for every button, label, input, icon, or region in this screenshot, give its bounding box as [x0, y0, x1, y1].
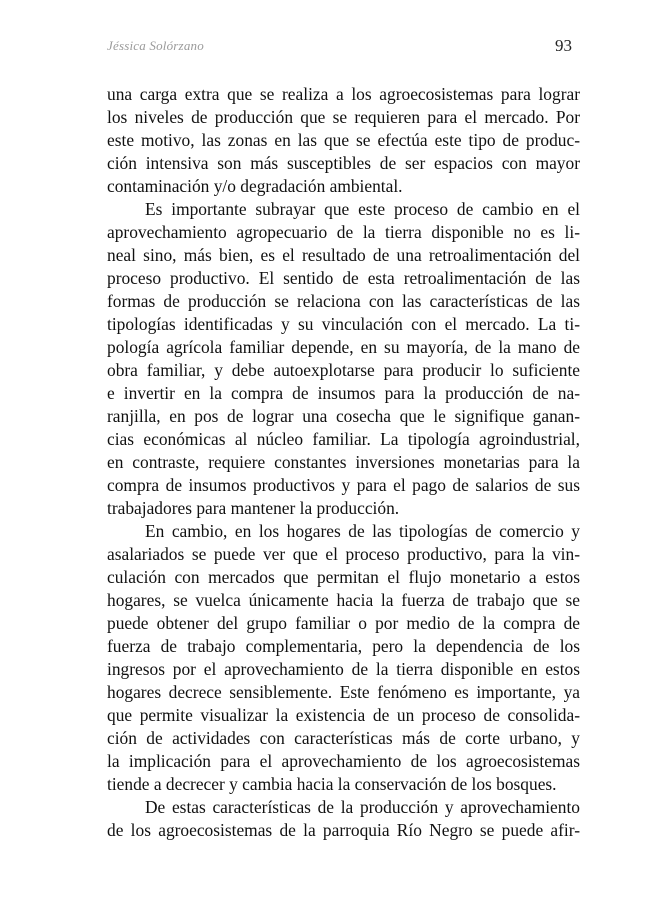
text-line: los niveles de producción que se requieren para el mercado. Por [107, 107, 580, 127]
text-line: que permite visualizar la existencia de un proceso de consolida- [107, 705, 580, 725]
text-line: tiende a decrecer y cambia hacia la conservación de los bosques. [107, 774, 557, 794]
text-line: en contraste, requiere constantes inversiones monetarias para la [107, 452, 580, 472]
text-line: hogares, se vuelca únicamente hacia la fuerza de trabajo que se [107, 590, 580, 610]
text-line: este motivo, las zonas en las que se efectúa este tipo de produc- [107, 130, 580, 150]
running-head: Jéssica Solórzano [107, 38, 204, 53]
text-line: trabajadores para mantener la producción. [107, 498, 400, 518]
text-line: aprovechamiento agropecuario de la tierra disponible no es li- [107, 222, 580, 242]
text-line: formas de producción se relaciona con las características de las [107, 291, 580, 311]
text-line: de los agroecosistemas de la parroquia Río Negro se puede afir- [107, 820, 580, 840]
text-line: De estas características de la producción y aprovechamiento [145, 797, 580, 817]
text-line: ción intensiva son más susceptibles de ser espacios con mayor [107, 153, 580, 173]
text-line: neal sino, más bien, es el resultado de una retroalimentación del [107, 245, 580, 265]
text-line: hogares decrece sensiblemente. Este fenómeno es importante, ya [107, 682, 580, 702]
text-line: asalariados se puede ver que el proceso productivo, para la vin- [107, 544, 580, 564]
text-line: e invertir en la compra de insumos para la producción de na- [107, 383, 580, 403]
text-line: la implicación para el aprovechamiento de los agroecosistemas [107, 751, 580, 771]
text-line: ranjilla, en pos de lograr una cosecha que le signifique ganan- [107, 406, 580, 426]
text-line: tipologías identificadas y su vinculación con el mercado. La ti- [107, 314, 580, 334]
text-line: Es importante subrayar que este proceso de cambio en el [145, 199, 580, 219]
page-number: 93 [555, 36, 572, 55]
text-line: una carga extra que se realiza a los agroecosistemas para lograr [107, 84, 580, 104]
text-line: puede obtener del grupo familiar o por medio de la compra de [107, 613, 580, 633]
text-line: ingresos por el aprovechamiento de la tierra disponible en estos [107, 659, 580, 679]
text-line: fuerza de trabajo complementaria, pero la dependencia de los [107, 636, 580, 656]
text-line: compra de insumos productivos y para el pago de salarios de sus [107, 475, 580, 495]
text-line: pología agrícola familiar depende, en su mayoría, de la mano de [107, 337, 580, 357]
text-line: obra familiar, y debe autoexplotarse para producir lo suficiente [107, 360, 580, 380]
text-line: proceso productivo. El sentido de esta retroalimentación de las [107, 268, 580, 288]
text-line: contaminación y/o degradación ambiental. [107, 176, 403, 196]
text-line: En cambio, en los hogares de las tipologías de comercio y [145, 521, 580, 541]
text-line: culación con mercados que permitan el flujo monetario a estos [107, 567, 580, 587]
body-text [107, 83, 580, 842]
text-line: ción de actividades con características más de corte urbano, y [107, 728, 580, 748]
text-line: cias económicas al núcleo familiar. La tipología agroindustrial, [107, 429, 580, 449]
